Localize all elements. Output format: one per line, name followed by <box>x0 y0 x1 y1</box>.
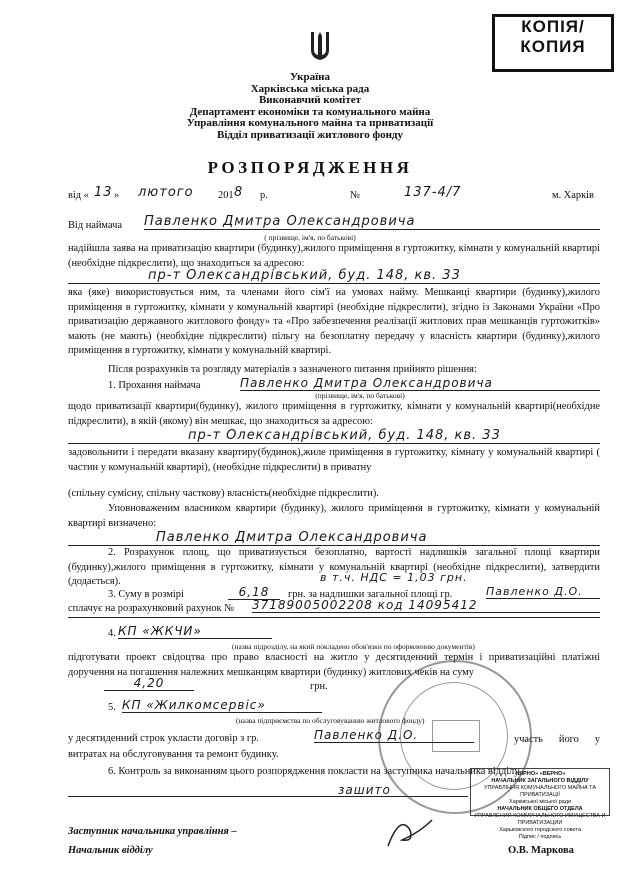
item-5-label: 5. <box>108 702 116 713</box>
vat-note: в т.ч. НДС = 1,03 грн. <box>320 571 468 584</box>
page-title: РОЗПОРЯДЖЕННЯ <box>207 158 413 177</box>
stamp-line-3: УПРАВЛІННЯ КОМУНАЛЬНОГО МАЙНА ТА ПРИВАТИЗАЦІЇ <box>483 785 597 798</box>
stamp-line-4: Харківської міської ради <box>508 799 572 805</box>
paragraph-privatization: щодо приватизації квартири(будинку), жилого приміщення в гуртожитку, кімнати у комунальній квартирі(необхідне підкреслити), в якій (якому) він мешкає, що знаходиться за адресою: <box>68 401 600 427</box>
paragraph-application: надійшла заява на приватизацію квартири (будинку),жилого приміщення в гуртожитку, кімнати у комунальній квартирі (необхідне підкреслити), що знаходиться за адресою: <box>68 243 600 269</box>
paragraph-ownership: (спільну сумісну, спільну часткову) власність(необхідне підкреслити). <box>68 488 379 499</box>
order-date-row: від « 13 » лютого 201 8 р. № 137-4/7 м. Харків <box>68 185 594 201</box>
item-1-name-caption: (прізвище, ім'я, по батькові) <box>315 391 405 400</box>
copy-stamp <box>492 14 614 72</box>
item-3-label: 3. Суму в розмірі <box>108 589 184 600</box>
paragraph-certificate: підготувати проект свідоцтва про право власності на житло у десятиденний термін і приватизаційні платіжні доручення на погашення належних мешканцям квартири (будинку) житлових чеків на суму <box>68 652 600 678</box>
signatory-name: О.В. Маркова <box>508 845 574 856</box>
signatory-title-1: Заступник начальника управління – <box>68 826 237 837</box>
date-year-suffix: р. <box>260 190 268 201</box>
item-1-label: 1. Прохання наймача <box>108 380 201 391</box>
address-2: пр-т Олександрівський, буд. 148, кв. 33 <box>68 428 600 444</box>
stamp-line-2: НАЧАЛЬНИК ЗАГАЛЬНОГО ВІДДІЛУ <box>491 778 589 784</box>
separator-line <box>68 617 600 618</box>
header-council: Харківська міська рада <box>250 82 370 95</box>
tenant-label: Від наймача <box>68 220 122 231</box>
item-5-org: КП «Жилкомсервіс» <box>122 698 322 713</box>
item-4-org: КП «ЖКЧИ» <box>118 624 272 639</box>
item-6-paragraph: 6. Контроль за виконанням цього розпорядження покласти на заступника начальника відділу <box>108 766 520 777</box>
date-from-label: від « <box>68 190 89 201</box>
contract-text-a: у десятиденний строк укласти договір з гр. <box>68 733 259 744</box>
certification-stamp <box>470 768 610 840</box>
paragraph-decision: Після розрахунків та розгляду матеріалів з зазначеного питання прийнято рішення: <box>108 364 477 375</box>
stamp-line-5: НАЧАЛЬНИК ОБЩЕГО ОТДЕЛА <box>497 806 583 812</box>
item-3-sum: 6,18 <box>228 585 280 600</box>
address-1: пр-т Олександрівський, буд. 148, кв. 33 <box>68 268 600 284</box>
order-number: 137-4/7 <box>404 185 462 200</box>
signature-icon <box>380 812 440 852</box>
grn-label: грн. <box>310 681 328 692</box>
header-country: Україна <box>289 71 331 83</box>
date-year-prefix: 201 <box>218 190 234 201</box>
paragraph-tenancy: яка (яке) використовується ним, та членами його сім'ї на умовах найму. Мешканці квартири (будинку),жилого приміщення в гуртожитку, кімнати у комунальній квартирі (необхідне підкреслити), згідно із Законами України «Про приватизацію державного житлового фонду» та «Про забезпечення реалізації житлових прав мешканців гуртожитків» мають (не мають) (необхідне підкреслити) пільгу на безоплатну передачу у власність квартири (будинку),жилого приміщення в гуртожитку, кімнати у комунальній квартирі. <box>68 287 600 357</box>
copy-stamp-line1: КОПІЯ/ <box>521 17 585 36</box>
order-number-label: № <box>350 190 360 201</box>
stamp-line-7: Харьковского городского совета <box>499 827 581 833</box>
tenant-name: Павленко Дмитра Олександровича <box>144 214 600 230</box>
authorized-owner-name: Павленко Дмитра Олександровича <box>68 530 600 546</box>
paragraph-authorized-owner: Уповноваженим власником квартири (будинку), жилого приміщення в гуртожитку, кімнати у комунальній квартирі визначено: <box>68 503 600 529</box>
date-day: 13 <box>94 185 113 200</box>
item-1-name: Павленко Дмитра Олександровича <box>240 376 600 391</box>
handwritten-note: зашито <box>338 783 391 797</box>
item-3-account: 37189005002208 код 14095412 <box>252 598 600 613</box>
contract-text-b: участь його у витратах на обслуговування та ремонт будинку. <box>68 734 600 760</box>
item-4-org-caption: (назва підрозділу, на який покладено обов'язки по оформленню документів) <box>232 642 475 651</box>
item-3-person: Павленко Д.О. <box>486 585 600 599</box>
tenant-name-caption: ( прізвище, ім'я, по батькові) <box>264 233 356 242</box>
header-department: Департамент економіки та комунального майна <box>189 105 431 118</box>
signatory-title-2: Начальник відділу <box>68 845 153 856</box>
copy-stamp-line2: КОПИЯ <box>520 37 586 56</box>
item-4-label: 4. <box>108 628 116 639</box>
paragraph-transfer: задовольнити і передати вказану квартиру(будинок),жиле приміщення в гуртожитку, кімнату у комунальній квартирі ( частин у комунальній квартирі), (необхідне підкреслити) в приватну <box>68 447 600 473</box>
item-5-org-caption: (назва підприємства по обслуговуванню житлового фонду) <box>236 716 425 725</box>
item-2-paragraph: 2. Розрахунок площ, що приватизується безоплатно, вартості надлишків загальної площі квартири (будинку),жилого приміщення в гуртожитку, кімнати у комунальній квартирі (необхідне підкреслити), затвердити (додається). <box>68 547 600 588</box>
item-4-sum: 4,20 <box>104 676 194 691</box>
stamp-line-8: Підпис / подпись <box>518 834 562 840</box>
date-month: лютого <box>138 185 194 200</box>
item-3-text: грн. за надлишки загальної площі гр. <box>288 589 453 600</box>
trident-emblem-icon <box>309 30 331 62</box>
stamp-line-1: «ВІРНО» «ВЕРНО» <box>514 771 566 777</box>
city: м. Харків <box>552 190 594 201</box>
date-year-digit: 8 <box>234 185 244 200</box>
header-management: Управління комунального майна та приватизації <box>186 117 434 129</box>
header-committee: Виконавчий комітет <box>258 94 362 106</box>
item-3-row <box>68 585 600 615</box>
item-3-pay-label: сплачує на розрахунковий рахунок № <box>68 603 235 614</box>
stamp-line-6: УПРАВЛЕНИЯ КОММУНАЛЬНОГО ИМУЩЕСТВА И ПРИВАТИЗАЦИИ <box>474 813 606 826</box>
document-header <box>110 72 510 141</box>
contract-person: Павленко Д.О. <box>314 728 474 743</box>
header-division: Відділ приватизації житлового фонду <box>216 128 403 141</box>
